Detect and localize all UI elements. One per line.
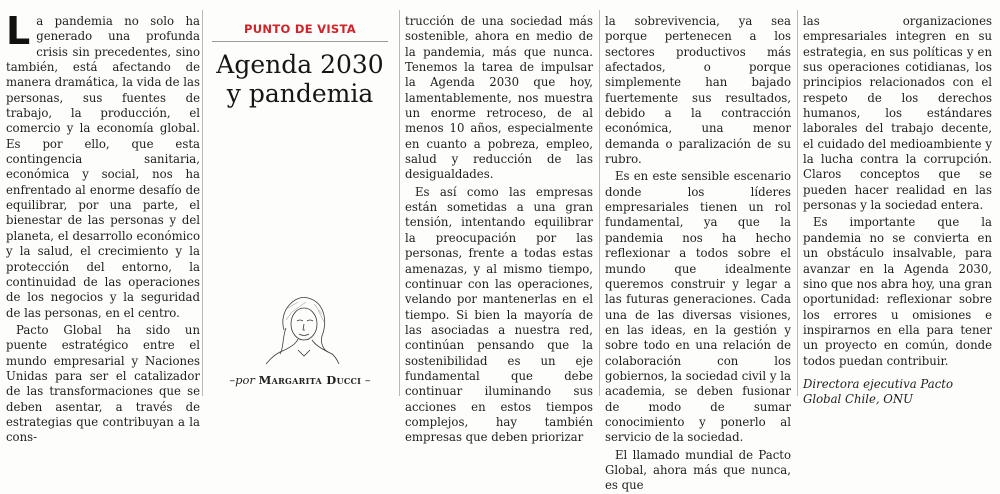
- paragraph-3-continued: la sobrevivencia, ya sea porque pertenecen a los sectores productivos más afectados, o porque simplemente han bajado fuertemente sus resultados, debido a la contracción económica, una menor demanda o paralización de su rubro.: [605, 14, 791, 167]
- author-name: Margarita Ducci: [258, 373, 362, 387]
- paragraph-3: Es así como las empresas están sometidas a una gran tensión, intentando equilibrar la preocupación por las personas, frente a todas estas amenazas, y al mismo tiempo, continuar con las operaciones, velando por mantenerlas en el tiempo. Si bien la mayoría de las asociadas a nuestra red, continúan pensando que la sostenibilidad es un eje fundamental que debe continuar iluminando sus acciones en estos tiempos complejos, hay también empresas que deben priorizar: [405, 184, 593, 445]
- text-column-3: [405, 14, 593, 445]
- paragraph-5-start: El llamado mundial de Pacto Global, ahora más que nunca, es que: [605, 447, 791, 493]
- section-label: PUNTO DE VISTA: [244, 22, 356, 36]
- paragraph-1-text: a pandemia no solo ha generado una profunda crisis sin precedentes, sino también, está afectando de manera dramática, la vida de las personas, sus fuentes de trabajo, la producción, el comercio y la economía global. Es por ello, que esta contingencia sanitaria, económica y social, nos ha enfrentado al enorme desafío de equilibrar, por una parte, el bienestar de las personas y del planeta, el desarrollo económico y la salud, el crecimiento y la protección del entorno, la continuidad de las operaciones de los negocios y la seguridad de las personas, en el centro.: [6, 14, 200, 320]
- author-signature: Directora ejecutiva Pacto Global Chile, ONU: [803, 376, 953, 407]
- byline-suffix: –: [364, 373, 371, 387]
- section-label-rule: [212, 41, 388, 42]
- paragraph-5-continued: las organizaciones empresariales integren en su estrategia, en sus políticas y en sus operaciones cotidianas, los principios relacionados con el respeto de los derechos humanos, los estándares laborales del trabajo decente, el cuidado del medioambiente y la lucha contra la corrupción. Claros conceptos que se pueden hacer realidad en las personas y la sociedad entera.: [803, 14, 992, 213]
- drop-cap: L: [6, 9, 31, 53]
- article-headline: Agenda 2030 y pandemia: [216, 50, 384, 108]
- column-divider: [599, 10, 600, 396]
- paragraph-1: [6, 9, 200, 321]
- paragraph-2-start: Pacto Global ha sido un puente estratégico entre el mundo empresarial y Naciones Unidas para ser el catalizador de las transformaciones que se deben asentar, a través de estrategias que contribuyan a la cons-: [6, 322, 200, 445]
- column-divider: [399, 10, 400, 396]
- author-portrait: [262, 290, 342, 364]
- paragraph-4: Es en este sensible escenario donde los líderes empresariales tienen un rol fundamental, ya que la pandemia nos ha hecho reflexionar a todos sobre el mundo que idealmente queremos construir y legar a las futuras generaciones. Cada una de las diversas visiones, en las ideas, en la gestión y sobre todo en una relación de colaboración con los gobiernos, la sociedad civil y la academia, se deben fusionar de modo de sumar conocimiento y ponerlo al servicio de la sociedad.: [605, 169, 791, 445]
- column-divider: [797, 10, 798, 396]
- column-divider: [202, 10, 203, 396]
- paragraph-6: Es importante que la pandemia no se convierta en un obstáculo insalvable, para avanzar en la Agenda 2030, sino que nos abra hoy, una gran oportunidad: reflexionar sobre los errores u omisiones e inspirarnos en ella para tener un proyecto en común, donde todos puedan contribuir.: [803, 215, 992, 368]
- text-column-4: [605, 14, 791, 493]
- text-column-1: [6, 9, 200, 445]
- byline: [206, 373, 394, 387]
- text-column-5: [803, 14, 992, 407]
- byline-prefix: –por: [229, 373, 255, 387]
- paragraph-2-continued: trucción de una sociedad más sostenible, ahora en medio de la pandemia, más que nunca. Tenemos la tarea de impulsar la Agenda 2030 que hoy, lamentablemente, nos muestra un enorme retroceso, de al menos 10 años, especialmente en cuanto a pobreza, empleo, salud y reducción de las desigualdades.: [405, 14, 593, 182]
